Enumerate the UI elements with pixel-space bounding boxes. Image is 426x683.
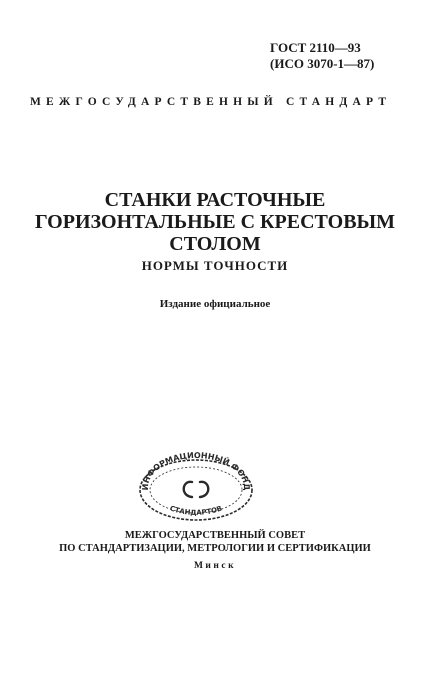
document-title xyxy=(20,189,410,255)
iso-number: (ИСО 3070-1—87) xyxy=(270,56,375,71)
stamp-top-text: ИНФОРМАЦИОННЫЙ ФОНД xyxy=(140,450,252,491)
document-subtitle: НОРМЫ ТОЧНОСТИ xyxy=(141,258,289,273)
publisher-block xyxy=(20,529,410,555)
publisher-line-1: МЕЖГОСУДАРСТВЕННЫЙ СОВЕТ xyxy=(124,530,306,541)
title-line-3: СТОЛОМ xyxy=(169,233,261,255)
gost-code-block xyxy=(270,40,410,72)
svg-text:СТАНДАРТОВ xyxy=(169,504,223,517)
title-line-1: СТАНКИ РАСТОЧНЫЕ xyxy=(104,189,326,211)
standard-type: МЕЖГОСУДАРСТВЕННЫЙ СТАНДАРТ xyxy=(30,96,392,108)
edition-note: Издание официальное xyxy=(159,298,271,310)
publisher-line-2: ПО СТАНДАРТИЗАЦИИ, МЕТРОЛОГИИ И СЕРТИФИКАЦИИ xyxy=(59,543,371,554)
gost-number: ГОСТ 2110—93 xyxy=(270,40,361,55)
stamp-bottom-text: СТАНДАРТОВ xyxy=(168,504,224,517)
publication-city: Минск xyxy=(193,561,237,571)
library-stamp-icon xyxy=(130,448,260,523)
svg-text:ИНФОРМАЦИОННЫЙ ФОНД xyxy=(141,451,251,491)
title-line-2: ГОРИЗОНТАЛЬНЫЕ С КРЕСТОВЫМ xyxy=(34,211,396,233)
